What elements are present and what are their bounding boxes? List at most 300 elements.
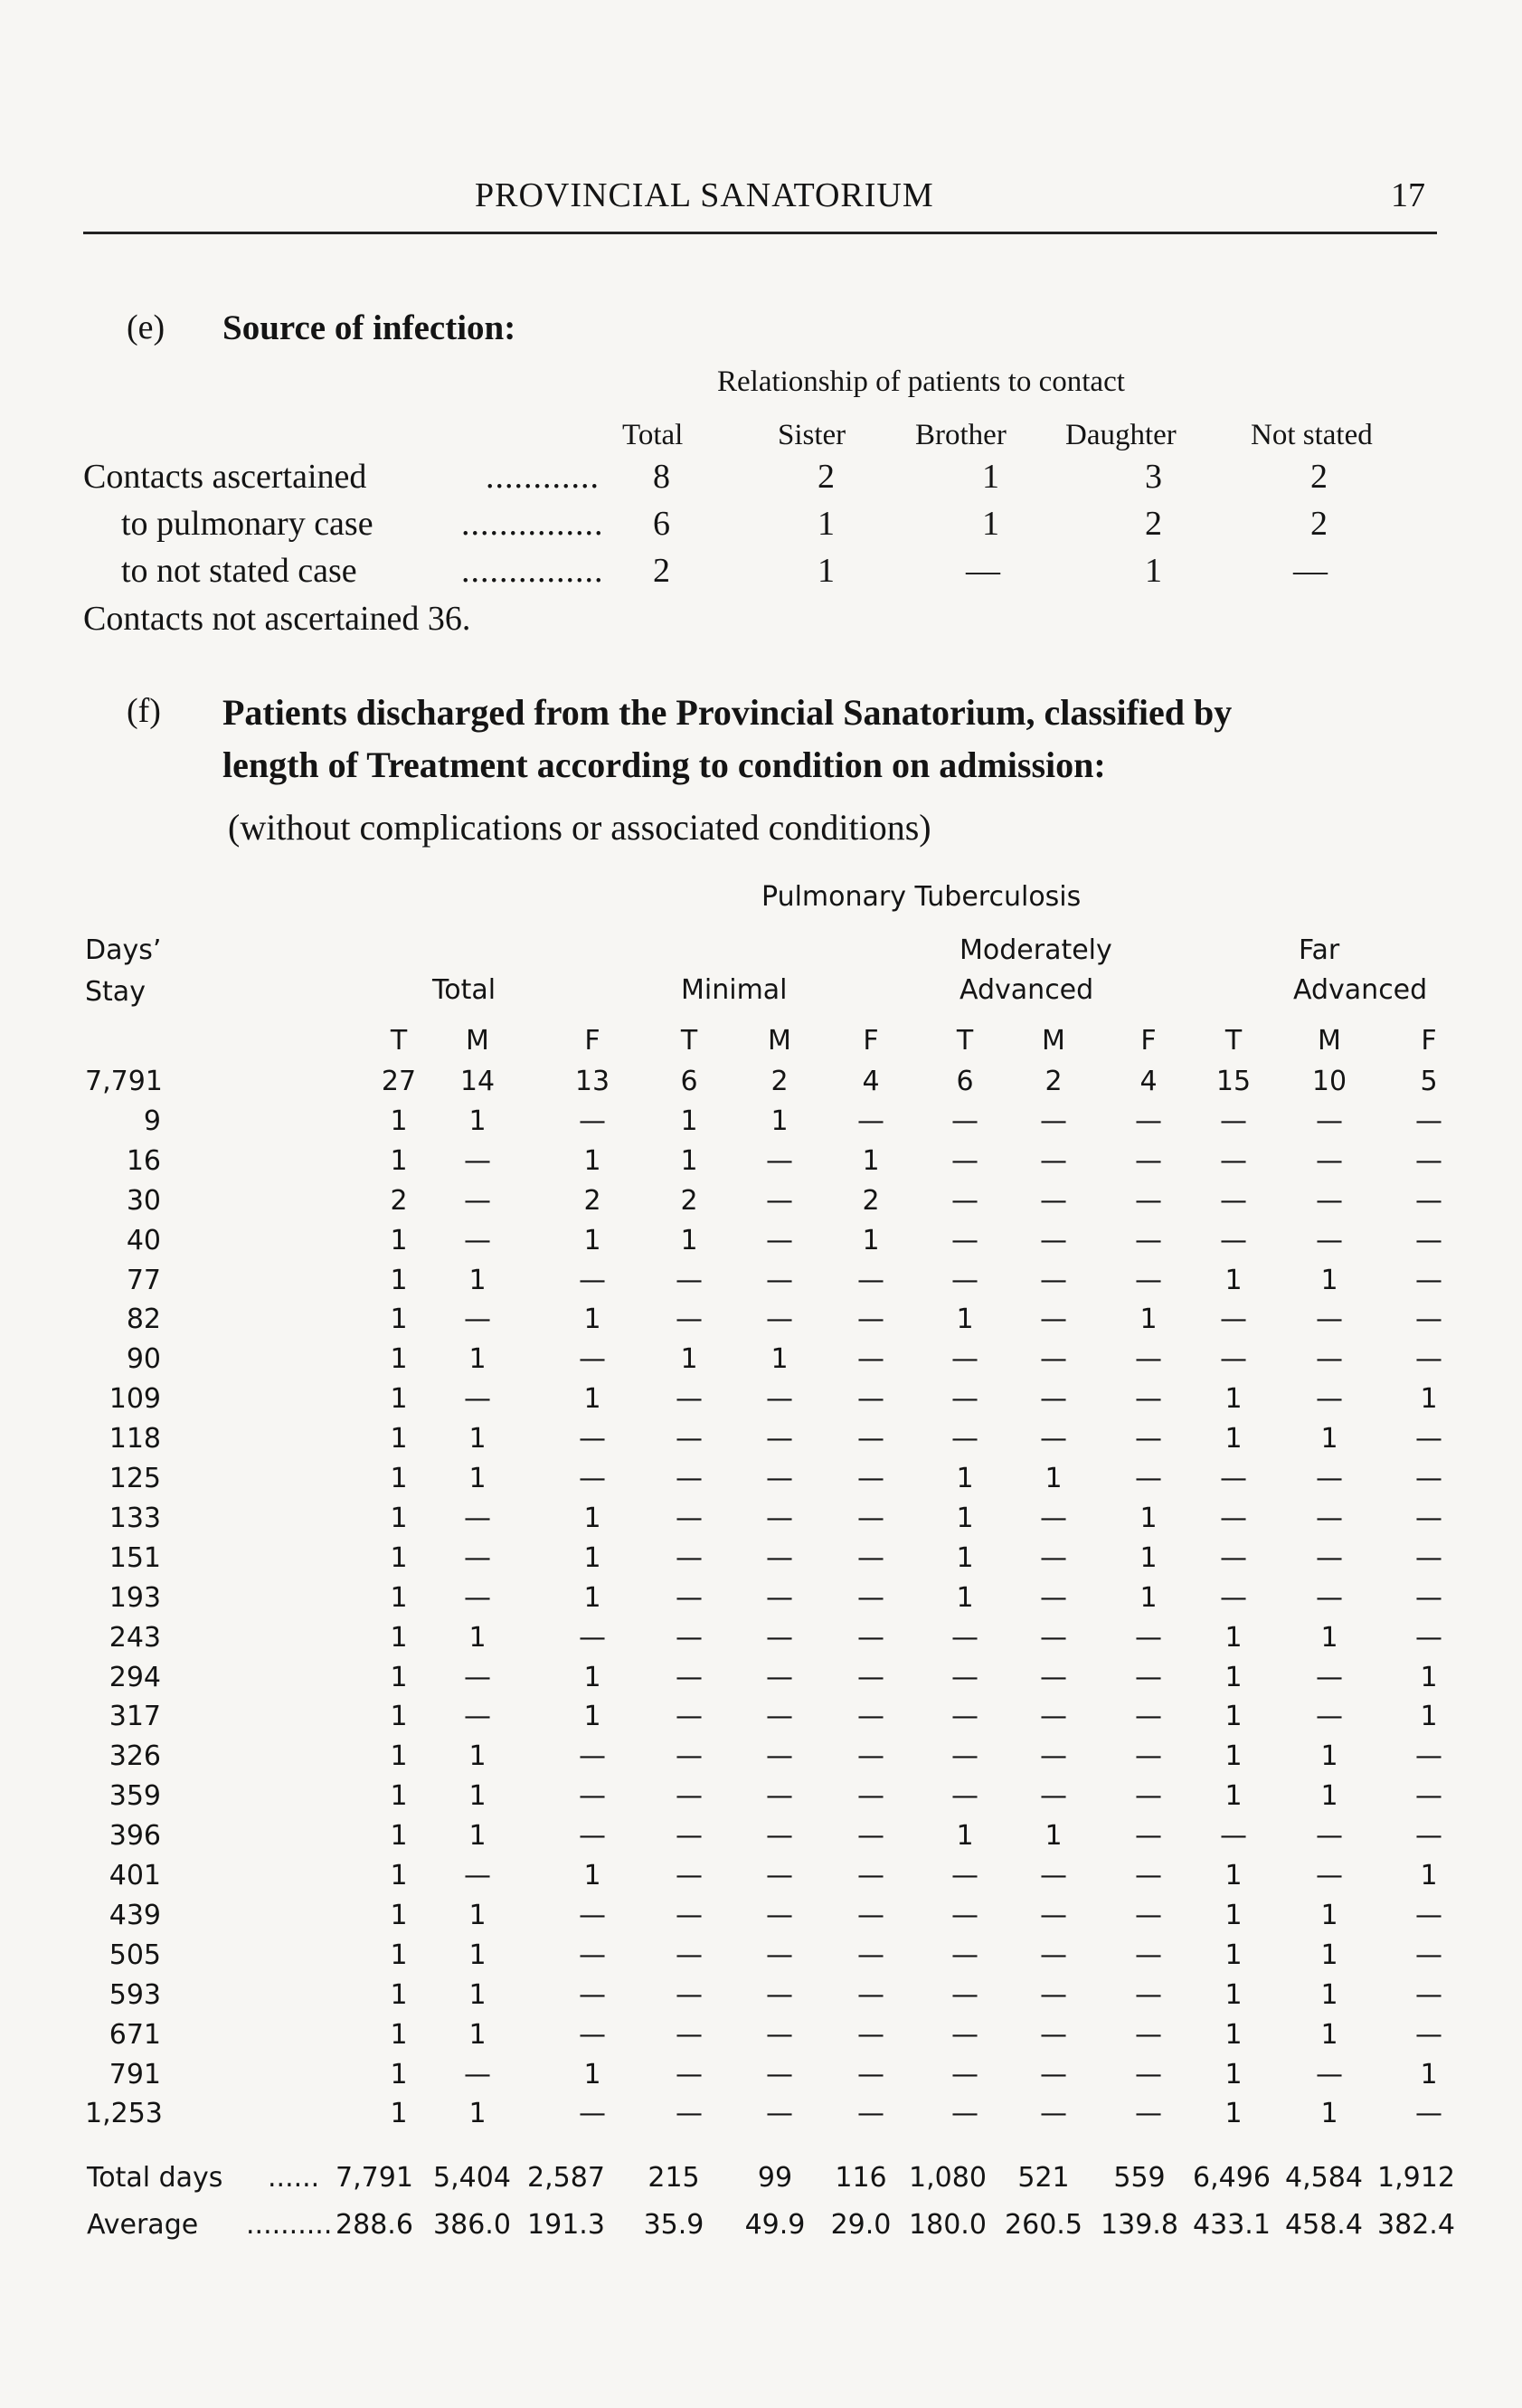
table-cell: — [676, 1740, 703, 1772]
table-cell: 2 [1045, 1066, 1063, 1097]
table-cell: 1 [390, 1343, 408, 1375]
table-cell: 1 [1224, 2098, 1243, 2129]
cell-value: 8 [653, 458, 670, 496]
table-cell: — [951, 1185, 978, 1217]
leader-dots: .......... [246, 2209, 333, 2241]
section-f-title-line1: Patients discharged from the Provincial Sanatorium, classified by [222, 692, 1233, 733]
table-cell: 2 [680, 1185, 698, 1217]
table-cell: — [464, 1542, 491, 1574]
table-cell: — [1316, 1463, 1343, 1494]
table-cell: — [579, 1979, 606, 2011]
table-cell: 1 [468, 1939, 487, 1971]
table-cell: — [1040, 1145, 1067, 1177]
table-cell: — [579, 2098, 606, 2129]
table-cell: 1 [390, 1979, 408, 2011]
section-e-label: (e) [127, 308, 165, 346]
table-cell: — [951, 2059, 978, 2090]
average-cell: 288.6 [336, 2209, 413, 2241]
table-cell: — [1415, 1304, 1442, 1335]
table-cell: 1 [1224, 2059, 1243, 2090]
table-cell: 1 [680, 1343, 698, 1375]
table-cell: — [1220, 1542, 1247, 1574]
table-cell: — [1040, 1265, 1067, 1296]
table-cell: — [676, 1582, 703, 1614]
table-cell: 6 [956, 1066, 974, 1097]
table-cell: 1 [468, 2019, 487, 2051]
table-cell: — [1040, 1939, 1067, 1971]
table-cell: — [1220, 1185, 1247, 1217]
table-cell: — [464, 1503, 491, 1534]
table-cell: — [464, 1662, 491, 1693]
total-days-cell: 4,584 [1285, 2162, 1363, 2194]
table-cell: — [1040, 2019, 1067, 2051]
col-header-daughter: Daughter [1065, 419, 1177, 451]
table-cell: — [579, 1939, 606, 1971]
total-days-cell: 1,912 [1377, 2162, 1455, 2194]
table-cell: — [766, 1622, 793, 1654]
table-cell: — [951, 1939, 978, 1971]
row-label: to pulmonary case [121, 505, 373, 543]
section-f-label: (f) [127, 692, 161, 730]
days-stay-cell: 30 [126, 1185, 161, 1217]
table-cell: — [857, 1740, 884, 1772]
days-stay-cell: 133 [109, 1503, 161, 1534]
table-cell: 1 [583, 1701, 601, 1732]
days-stay-cell: 7,791 [85, 1066, 163, 1097]
group-heading-moderately-advanced: Advanced [960, 974, 1094, 1006]
days-stay-cell: 326 [109, 1740, 161, 1772]
table-cell: — [951, 1225, 978, 1256]
row-label: Contacts ascertained [83, 458, 367, 496]
table-cell: — [1415, 1225, 1442, 1256]
table-cell: — [1040, 1622, 1067, 1654]
table-cell: — [766, 1423, 793, 1455]
table-cell: 1 [1320, 1979, 1338, 2011]
table-cell: — [1415, 1900, 1442, 1931]
table-cell: — [1415, 1265, 1442, 1296]
average-cell: 433.1 [1193, 2209, 1271, 2241]
table-cell: — [1316, 1662, 1343, 1693]
table-cell: — [1316, 1225, 1343, 1256]
table-cell: 1 [583, 1503, 601, 1534]
table-cell: 1 [1139, 1503, 1158, 1534]
table-cell: — [1135, 1622, 1162, 1654]
table-cell: 4 [1139, 1066, 1158, 1097]
table-cell: — [676, 1860, 703, 1891]
table-cell: — [1135, 1662, 1162, 1693]
table-cell: — [1135, 2059, 1162, 2090]
sub-column-header: M [1042, 1025, 1065, 1057]
table-cell: — [676, 1701, 703, 1732]
table-cell: 1 [1045, 1820, 1063, 1852]
table-cell: — [1415, 1979, 1442, 2011]
table-cell: 1 [1139, 1582, 1158, 1614]
table-cell: — [857, 1780, 884, 1812]
average-cell: 458.4 [1285, 2209, 1363, 2241]
days-stay-cell: 791 [109, 2059, 161, 2090]
table-cell: — [1415, 1582, 1442, 1614]
table-cell: — [1220, 1225, 1247, 1256]
table-cell: — [1415, 1423, 1442, 1455]
table-cell: 1 [1224, 1740, 1243, 1772]
page-number: 17 [1391, 176, 1425, 214]
table-cell: 1 [1320, 2098, 1338, 2129]
table-cell: — [676, 1939, 703, 1971]
table-cell: — [676, 2059, 703, 2090]
table-cell: 1 [468, 1740, 487, 1772]
table-cell: — [857, 1820, 884, 1852]
days-stay-cell: 90 [126, 1343, 161, 1375]
not-ascertained-note: Contacts not ascertained 36. [83, 600, 471, 638]
table-cell: — [766, 2098, 793, 2129]
table-cell: 1 [1320, 1265, 1338, 1296]
table-cell: — [1040, 1105, 1067, 1137]
table-cell: — [676, 1662, 703, 1693]
days-stay-cell: 1,253 [85, 2098, 163, 2129]
table-cell: — [766, 1582, 793, 1614]
table-cell: — [857, 1383, 884, 1415]
table-cell: — [1316, 1542, 1343, 1574]
average-cell: 29.0 [830, 2209, 892, 2241]
table-cell: 1 [583, 1383, 601, 1415]
table-cell: 1 [1224, 1939, 1243, 1971]
table-cell: 1 [956, 1304, 974, 1335]
table-cell: — [1135, 1145, 1162, 1177]
table-cell: — [1135, 1740, 1162, 1772]
table-cell: 1 [390, 1463, 408, 1494]
table-cell: — [1316, 1860, 1343, 1891]
table-cell: — [1040, 1225, 1067, 1256]
section-f-title-line2: length of Treatment according to condition on admission: [222, 744, 1106, 785]
table-cell: 2 [770, 1066, 789, 1097]
table-cell: — [857, 2019, 884, 2051]
sub-column-header: T [680, 1025, 698, 1057]
table-cell: 1 [468, 1105, 487, 1137]
days-stay-cell: 505 [109, 1939, 161, 1971]
cell-value: 2 [653, 552, 670, 590]
days-stay-cell: 109 [109, 1383, 161, 1415]
table-cell: — [766, 1820, 793, 1852]
table-cell: — [1135, 2098, 1162, 2129]
total-days-cell: 559 [1113, 2162, 1166, 2194]
table-cell: — [464, 1860, 491, 1891]
table-cell: — [951, 2019, 978, 2051]
table-cell: — [676, 1542, 703, 1574]
table-cell: — [1135, 1463, 1162, 1494]
table-cell: 1 [583, 1542, 601, 1574]
group-heading-moderately: Moderately [960, 934, 1112, 966]
table-cell: — [1135, 1979, 1162, 2011]
table-cell: — [1316, 1304, 1343, 1335]
table-cell: 1 [468, 1979, 487, 2011]
table-cell: 10 [1311, 1066, 1347, 1097]
table-cell: — [766, 1225, 793, 1256]
table-cell: 1 [1320, 1900, 1338, 1931]
table-cell: 1 [1420, 1383, 1438, 1415]
table-cell: 1 [1320, 1780, 1338, 1812]
days-stay-cell: 401 [109, 1860, 161, 1891]
table-cell: — [464, 2059, 491, 2090]
table-cell: — [1415, 1939, 1442, 1971]
table-cell: 1 [1224, 1860, 1243, 1891]
table-cell: — [676, 1503, 703, 1534]
table-cell: 1 [390, 2059, 408, 2090]
table-cell: — [464, 1582, 491, 1614]
table-cell: — [579, 1820, 606, 1852]
table-cell: — [1415, 1622, 1442, 1654]
table-cell: — [464, 1225, 491, 1256]
table-cell: — [1040, 1662, 1067, 1693]
table-cell: 1 [1320, 1740, 1338, 1772]
table-cell: — [857, 1662, 884, 1693]
days-stay-cell: 593 [109, 1979, 161, 2011]
table-cell: — [464, 1701, 491, 1732]
cell-value: — [1293, 552, 1328, 590]
sub-column-header: M [768, 1025, 791, 1057]
table-cell: — [1415, 1503, 1442, 1534]
table-cell: — [464, 1383, 491, 1415]
table-cell: 1 [956, 1463, 974, 1494]
table-cell: — [766, 1900, 793, 1931]
total-days-label: Total days [87, 2162, 223, 2194]
table-cell: — [1220, 1582, 1247, 1614]
days-stay-cell: 396 [109, 1820, 161, 1852]
table-cell: 1 [583, 1304, 601, 1335]
table-cell: — [766, 2019, 793, 2051]
table-cell: 1 [390, 1820, 408, 1852]
table-cell: — [857, 1701, 884, 1732]
table-cell: — [1316, 1185, 1343, 1217]
table-cell: 2 [390, 1185, 408, 1217]
total-days-cell: 521 [1017, 2162, 1070, 2194]
table-cell: — [1415, 1740, 1442, 1772]
table-cell: 1 [1224, 1979, 1243, 2011]
table-cell: 1 [390, 1503, 408, 1534]
table-cell: — [1040, 1701, 1067, 1732]
table-cell: — [857, 1105, 884, 1137]
table-cell: 1 [390, 1225, 408, 1256]
sub-column-header: F [863, 1025, 879, 1057]
group-heading-far-advanced: Advanced [1293, 974, 1428, 1006]
table-cell: 1 [956, 1542, 974, 1574]
relationship-heading: Relationship of patients to contact [717, 365, 1125, 398]
table-cell: 1 [390, 2019, 408, 2051]
table-cell: — [1220, 1304, 1247, 1335]
table-cell: 1 [680, 1145, 698, 1177]
table-cell: 1 [1224, 1900, 1243, 1931]
table-cell: — [766, 1383, 793, 1415]
table-cell: — [766, 1463, 793, 1494]
table-cell: — [676, 1423, 703, 1455]
group-heading-total: Total [432, 974, 496, 1006]
table-cell: — [857, 1343, 884, 1375]
total-days-cell: 215 [648, 2162, 700, 2194]
table-cell: 2 [862, 1185, 880, 1217]
days-stay-cell: 243 [109, 1622, 161, 1654]
sub-column-header: T [390, 1025, 408, 1057]
table-cell: — [857, 1503, 884, 1534]
days-stay-cell: 193 [109, 1582, 161, 1614]
table-cell: — [1040, 1900, 1067, 1931]
table-cell: — [857, 2059, 884, 2090]
table-cell: — [464, 1185, 491, 1217]
table-cell: 1 [390, 1304, 408, 1335]
table-cell: — [1135, 1343, 1162, 1375]
total-days-cell: 5,404 [433, 2162, 511, 2194]
table-cell: — [1040, 1582, 1067, 1614]
average-cell: 35.9 [643, 2209, 704, 2241]
leader-dots: ............ [486, 458, 600, 496]
sub-column-header: T [1224, 1025, 1243, 1057]
table-cell: — [1135, 1939, 1162, 1971]
table-cell: — [579, 1343, 606, 1375]
sub-column-header: T [956, 1025, 974, 1057]
table-cell: 1 [583, 1860, 601, 1891]
table-cell: — [766, 1185, 793, 1217]
table-cell: 2 [583, 1185, 601, 1217]
table-cell: — [676, 1304, 703, 1335]
table-cell: — [1040, 1185, 1067, 1217]
table-cell: 1 [1224, 1662, 1243, 1693]
table-cell: — [1415, 2098, 1442, 2129]
table-cell: 1 [583, 1225, 601, 1256]
table-cell: — [857, 1939, 884, 1971]
table-cell: — [951, 1740, 978, 1772]
table-cell: 1 [390, 1740, 408, 1772]
table-cell: — [676, 1900, 703, 1931]
table-cell: 1 [1224, 1622, 1243, 1654]
cell-value: 2 [1145, 505, 1162, 543]
average-cell: 382.4 [1377, 2209, 1455, 2241]
table-cell: — [1040, 1503, 1067, 1534]
table-cell: 5 [1420, 1066, 1438, 1097]
table-cell: — [951, 1979, 978, 2011]
col-header-not-stated: Not stated [1251, 419, 1373, 451]
stub-heading-days: Days’ [85, 934, 162, 966]
table-cell: 1 [1139, 1304, 1158, 1335]
cell-value: 1 [982, 505, 999, 543]
table-cell: 1 [390, 1701, 408, 1732]
section-e-title: Source of infection: [222, 308, 516, 347]
days-stay-cell: 294 [109, 1662, 161, 1693]
table-cell: — [857, 1265, 884, 1296]
table-cell: — [857, 1900, 884, 1931]
table-cell: 1 [468, 1265, 487, 1296]
table-cell: — [1316, 2059, 1343, 2090]
table-cell: — [1220, 1343, 1247, 1375]
table-cell: — [766, 1542, 793, 1574]
table-cell: 1 [770, 1343, 789, 1375]
table-cell: — [766, 2059, 793, 2090]
table-cell: 1 [1420, 1701, 1438, 1732]
total-days-cell: 116 [835, 2162, 887, 2194]
cell-value: 6 [653, 505, 670, 543]
table-cell: — [1135, 2019, 1162, 2051]
table-cell: — [464, 1304, 491, 1335]
table-cell: — [676, 1265, 703, 1296]
table-cell: — [579, 1740, 606, 1772]
table-cell: — [676, 2019, 703, 2051]
leader-dots: ...... [268, 2162, 320, 2194]
table-cell: 1 [468, 1780, 487, 1812]
table-cell: — [857, 1463, 884, 1494]
cell-value: 2 [818, 458, 835, 496]
table-cell: 1 [390, 1622, 408, 1654]
table-cell: — [951, 1145, 978, 1177]
sub-column-header: F [1421, 1025, 1437, 1057]
table-cell: — [766, 1304, 793, 1335]
table-cell: — [766, 1145, 793, 1177]
table-cell: — [1316, 1145, 1343, 1177]
table-cell: 1 [468, 1900, 487, 1931]
table-cell: 1 [468, 1820, 487, 1852]
total-days-cell: 1,080 [909, 2162, 987, 2194]
table-cell: 1 [956, 1820, 974, 1852]
days-stay-cell: 77 [126, 1265, 161, 1296]
table-cell: — [951, 1860, 978, 1891]
table-cell: — [951, 1900, 978, 1931]
table-cell: 1 [770, 1105, 789, 1137]
table-cell: — [1040, 1304, 1067, 1335]
table-cell: — [1220, 1463, 1247, 1494]
cell-value: 1 [818, 552, 835, 590]
days-stay-cell: 118 [109, 1423, 161, 1455]
table-cell: 1 [390, 1423, 408, 1455]
table-cell: — [579, 1265, 606, 1296]
table-cell: 1 [1045, 1463, 1063, 1494]
table-cell: — [1135, 1105, 1162, 1137]
table-cell: — [1040, 2059, 1067, 2090]
days-stay-cell: 359 [109, 1780, 161, 1812]
table-heading: Pulmonary Tuberculosis [761, 881, 1082, 913]
table-cell: — [951, 1343, 978, 1375]
col-header-brother: Brother [915, 419, 1007, 451]
table-cell: — [676, 1622, 703, 1654]
table-cell: 1 [583, 1582, 601, 1614]
table-cell: — [1135, 1423, 1162, 1455]
table-cell: — [951, 1265, 978, 1296]
table-cell: — [676, 2098, 703, 2129]
days-stay-cell: 151 [109, 1542, 161, 1574]
table-cell: 1 [1320, 1622, 1338, 1654]
leader-dots: ............... [461, 552, 604, 590]
table-cell: 14 [459, 1066, 496, 1097]
table-cell: 1 [468, 1423, 487, 1455]
table-cell: — [1316, 1105, 1343, 1137]
days-stay-cell: 317 [109, 1701, 161, 1732]
section-f-subtitle: (without complications or associated conditions) [228, 807, 931, 848]
table-cell: — [579, 1622, 606, 1654]
table-cell: 1 [1420, 2059, 1438, 2090]
table-cell: — [676, 1820, 703, 1852]
table-cell: 1 [1224, 1423, 1243, 1455]
table-cell: 1 [1224, 1383, 1243, 1415]
sub-column-header: F [584, 1025, 600, 1057]
table-cell: — [766, 1979, 793, 2011]
table-cell: — [857, 1979, 884, 2011]
table-cell: 1 [390, 1145, 408, 1177]
table-cell: 1 [956, 1582, 974, 1614]
average-cell: 260.5 [1005, 2209, 1082, 2241]
table-cell: 1 [390, 1582, 408, 1614]
days-stay-cell: 439 [109, 1900, 161, 1931]
table-cell: — [1415, 2019, 1442, 2051]
table-cell: — [951, 1622, 978, 1654]
days-stay-cell: 82 [126, 1304, 161, 1335]
sub-column-header: F [1140, 1025, 1157, 1057]
group-heading-far: Far [1299, 934, 1340, 966]
table-cell: — [1415, 1542, 1442, 1574]
